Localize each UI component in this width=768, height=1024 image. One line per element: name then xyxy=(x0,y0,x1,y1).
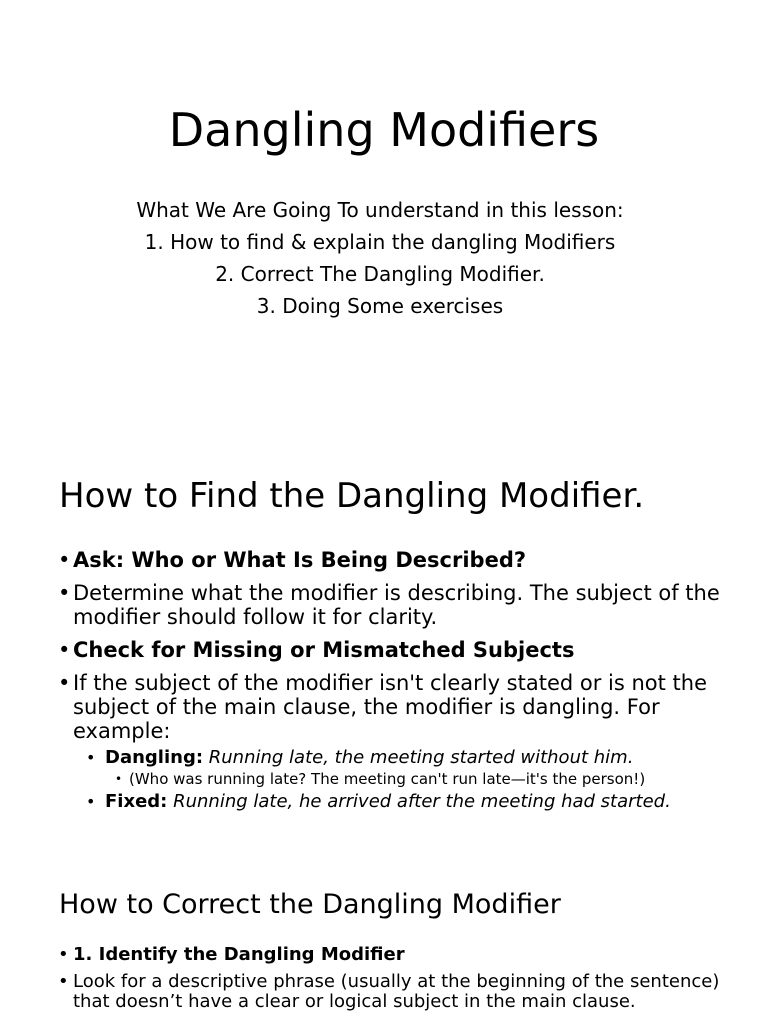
bullet-icon: • xyxy=(58,671,71,695)
bullet-icon: • xyxy=(58,971,69,992)
section-heading-correct: How to Correct the Dangling Modifier xyxy=(59,889,561,920)
bullet-text: Ask: Who or What Is Being Described? xyxy=(73,548,527,572)
correct-bullet-list xyxy=(58,944,733,1019)
bullet-text: Check for Missing or Mismatched Subjects xyxy=(73,638,575,662)
list-item xyxy=(58,671,733,813)
intro-line: What We Are Going To understand in this lesson: xyxy=(136,198,624,222)
list-item xyxy=(86,791,733,813)
list-item xyxy=(115,769,733,789)
dangling-example: Running late, the meeting started without him. xyxy=(208,747,634,768)
dangling-label: Dangling: xyxy=(105,747,204,768)
intro-line: 1. How to find & explain the dangling Modifiers xyxy=(144,230,616,254)
note-list xyxy=(115,769,733,789)
bullet-icon: • xyxy=(86,792,96,811)
bullet-text: 1. Identify the Dangling Modifier xyxy=(73,944,405,965)
intro-line: 3. Doing Some exercises xyxy=(256,294,504,318)
intro-line: 2. Correct The Dangling Modifier. xyxy=(215,262,545,286)
list-item xyxy=(58,581,733,629)
section-heading-find: How to Find the Dangling Modifier. xyxy=(59,476,645,516)
list-item xyxy=(58,638,733,662)
find-bullet-list xyxy=(58,548,733,822)
list-item xyxy=(58,548,733,572)
bullet-icon: • xyxy=(86,748,96,767)
list-item xyxy=(58,944,733,965)
list-item xyxy=(58,971,733,1012)
example-list xyxy=(86,747,733,813)
bullet-icon: • xyxy=(58,944,69,965)
bullet-icon: • xyxy=(58,548,71,572)
bullet-icon: • xyxy=(58,581,71,605)
bullet-text: If the subject of the modifier isn't clearly stated or is not the subject of the main clause, the modifier is dangling. For example: xyxy=(73,671,708,743)
fixed-example: Running late, he arrived after the meeting had started. xyxy=(173,791,671,812)
bullet-text: Determine what the modifier is describing. The subject of the modifier should follow it for clarity. xyxy=(73,581,720,629)
dangling-note: (Who was running late? The meeting can't run late—it's the person!) xyxy=(129,770,646,788)
lesson-intro xyxy=(0,194,760,322)
bullet-icon: • xyxy=(115,772,123,786)
page-title: Dangling Modifiers xyxy=(168,103,600,157)
bullet-icon: • xyxy=(58,638,71,662)
bullet-text: Look for a descriptive phrase (usually at the beginning of the sentence) that doesn’t have a clear or logical subject in the main clause. xyxy=(73,971,720,1012)
fixed-label: Fixed: xyxy=(105,791,168,812)
list-item xyxy=(86,747,733,789)
